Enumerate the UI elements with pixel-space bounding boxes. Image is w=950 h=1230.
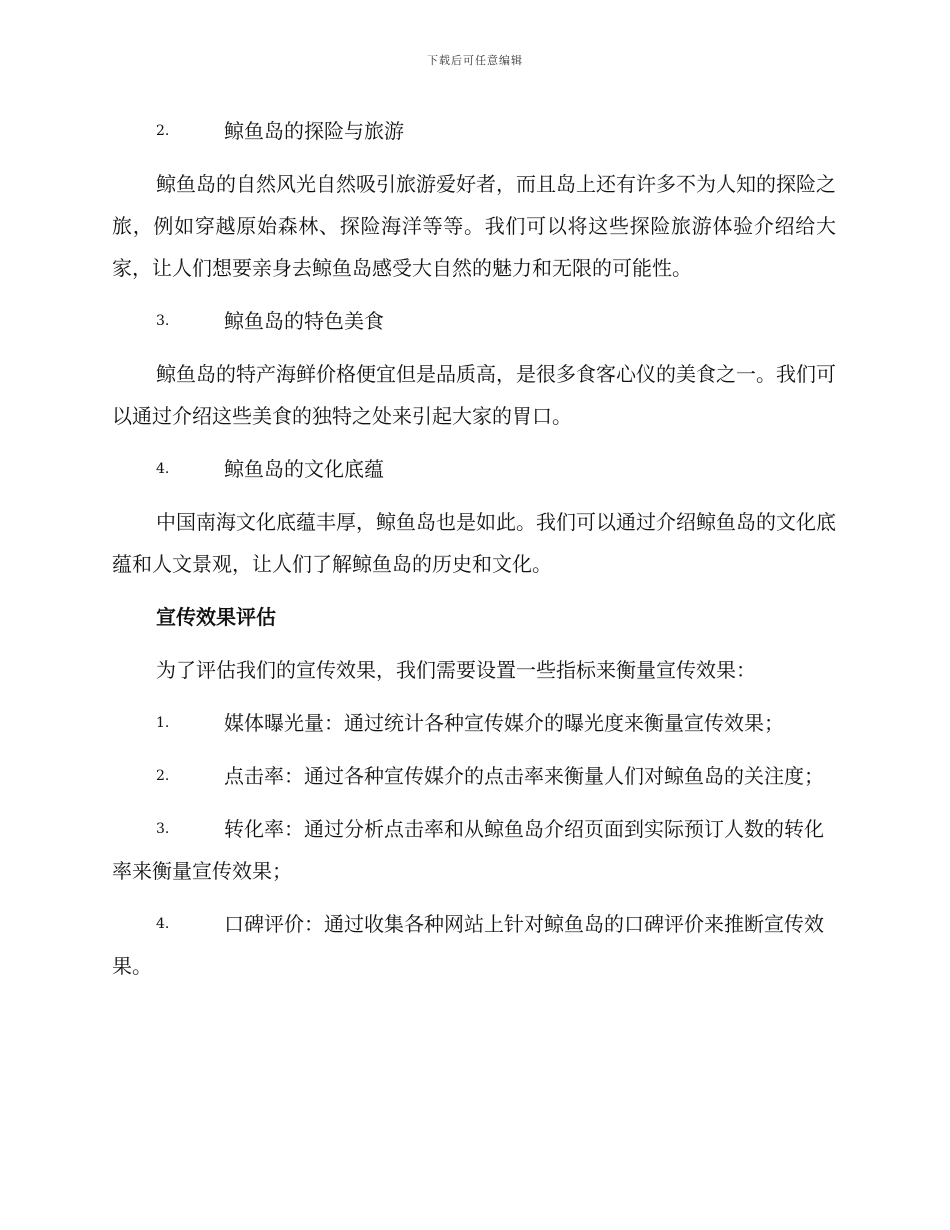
list-item-exposure (112, 702, 836, 744)
list-item-text: 点击率：通过各种宣传媒介的点击率来衡量人们对鲸鱼岛的关注度； (224, 764, 824, 788)
list-item-reviews (112, 903, 836, 987)
list-number: 4. (156, 916, 170, 932)
list-item-text: 鲸鱼岛的文化底蕴 (224, 457, 384, 481)
list-item-text: 媒体曝光量：通过统计各种宣传媒介的曝光度来衡量宣传效果； (224, 711, 784, 735)
list-item-text: 口碑评价：通过收集各种网站上针对鲸鱼岛的口碑评价来推断宣传效果。 (112, 912, 824, 978)
list-item-adventure (112, 110, 836, 152)
list-item-ctr (112, 755, 836, 797)
list-item-text: 鲸鱼岛的探险与旅游 (224, 119, 404, 143)
list-number: 4. (156, 461, 170, 477)
list-item-culture (112, 448, 836, 490)
paragraph-intro: 为了评估我们的宣传效果，我们需要设置一些指标来衡量宣传效果： (156, 658, 756, 682)
list-item-text: 鲸鱼岛的特色美食 (224, 309, 384, 333)
document-body (112, 110, 836, 987)
list-number: 3. (156, 313, 170, 329)
list-item-food (112, 300, 836, 342)
paragraph-adventure: 鲸鱼岛的自然风光自然吸引旅游爱好者，而且岛上还有许多不为人知的探险之旅，例如穿越原始森林、探险海洋等等。我们可以将这些探险旅游体验介绍给大家，让人们想要亲身去鲸鱼岛感受大自然的魅力和无限的可能性。 (112, 172, 836, 280)
list-number: 3. (156, 821, 170, 837)
list-number: 2. (156, 123, 170, 139)
paragraph-food: 鲸鱼岛的特产海鲜价格便宜但是品质高，是很多食客心仪的美食之一。我们可以通过介绍这些美食的独特之处来引起大家的胃口。 (112, 362, 836, 428)
list-item-conversion (112, 808, 836, 892)
list-number: 1. (156, 715, 170, 731)
section-heading: 宣传效果评估 (156, 605, 276, 629)
paragraph-culture: 中国南海文化底蕴丰厚，鲸鱼岛也是如此。我们可以通过介绍鲸鱼岛的文化底蕴和人文景观，让人们了解鲸鱼岛的历史和文化。 (112, 510, 836, 576)
page-header: 下载后可任意编辑 (427, 54, 523, 67)
list-number: 2. (156, 768, 170, 784)
list-item-text: 转化率：通过分析点击率和从鲸鱼岛介绍页面到实际预订人数的转化率来衡量宣传效果； (112, 817, 824, 883)
